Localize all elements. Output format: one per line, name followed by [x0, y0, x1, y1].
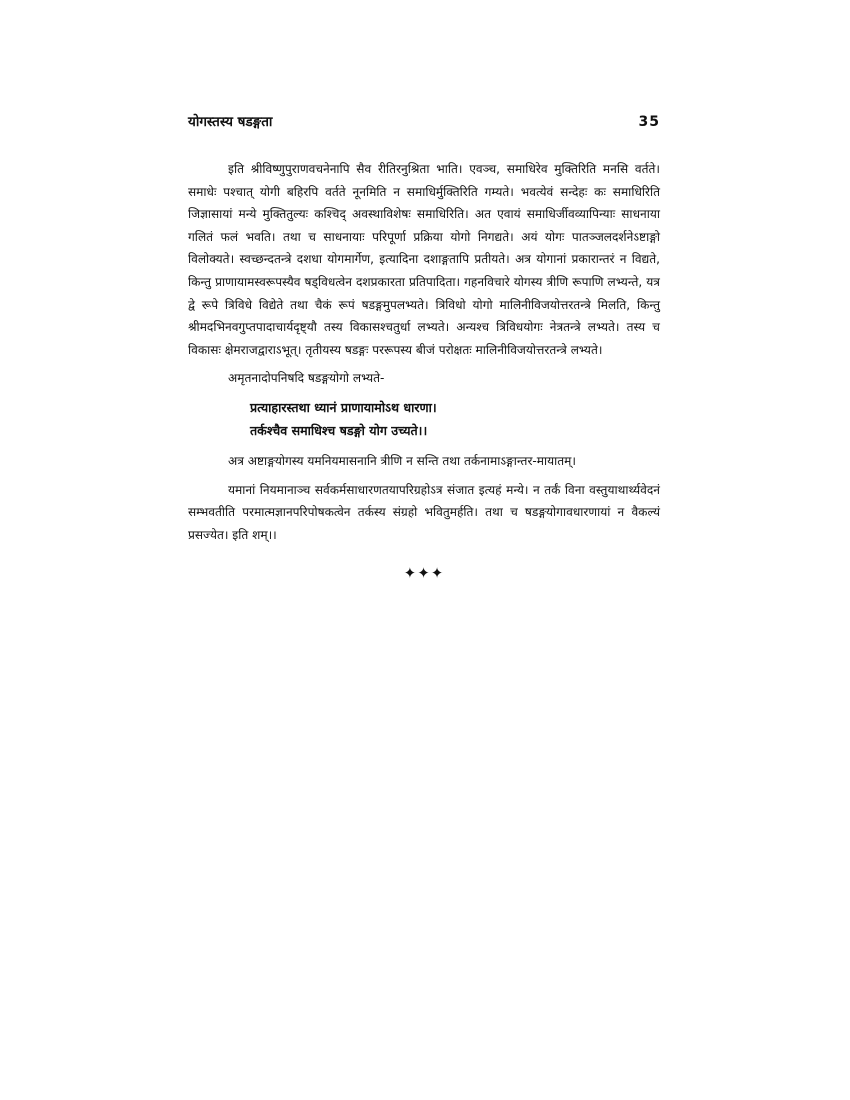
- verse-line-2: तर्कश्चैव समाधिश्च षडङ्गो योग उच्यते।।: [250, 422, 428, 438]
- verse-line-1: प्रत्याहारस्तथा ध्यानं प्राणायामोऽथ धारणा।: [250, 399, 437, 415]
- running-head: योगस्तस्य षडङ्गता: [188, 114, 273, 130]
- page-number: 35: [638, 114, 660, 130]
- paragraph-2: अमृतनादोपनिषदि षडङ्गयोगो लभ्यते-: [228, 371, 385, 386]
- verse-block: [188, 396, 660, 442]
- paragraph-3: अत्र अष्टाङ्गयोगस्य यमनियमासनानि त्रीणि न सन्ति तथा तर्कनामाऽङ्गान्तर-मायातम्।: [228, 453, 576, 468]
- section-end-ornament: ✦✦✦: [403, 564, 445, 583]
- page-header: [188, 112, 660, 138]
- paragraph-4: यमानां नियमानाञ्च सर्वकर्मसाधारणतयापरिग्रहोऽत्र संजात इत्यहं मन्ये। न तर्कं विना वस्तुयाथार्थ्यवेदनं सम्भवतीति परमात्मज्ञानपरिपोषकत्वेन तर्कस्य संग्रहो भवितुमर्हति। तथा च षडङ्गयोगावधारणायां न वैकल्यं प्रसज्येत। इति शम्।।: [188, 482, 660, 542]
- paragraph-1: इति श्रीविष्णुपुराणवचनेनापि सैव रीतिरनुश्रिता भाति। एवञ्च, समाधिरेव मुक्तिरिति मनसि वर्तते। समाधेः पश्चात् योगी बहिरपि वर्तते नूनमिति न समाधिर्मुक्तिरिति गम्यते। भवत्येवं सन्देहः कः समाधिरिति जिज्ञासायां मन्ये मुक्तितुल्यः कश्चिद् अवस्थाविशेषः समाधिरिति। अत एवायं समाधिर्जीवव्यापिन्याः साधनाया गलितं फलं भवति। तथा च साधनायाः परिपूर्णा प्रक्रिया योगो निगद्यते। अयं योगः पातञ्जलदर्शनेऽष्टाङ्गो विलोक्यते। स्वच्छन्दतन्त्रे दशधा योगमार्गेण, इत्यादिना दशाङ्गतापि प्रतीयते। अत्र योगानां प्रकारान्तरं न विद्यते, किन्तु प्राणायामस्वरूपस्यैव षड्विधत्वेन दशप्रकारता प्रतिपादिता। गहनविचारे योगस्य त्रीणि रूपाणि लभ्यन्ते, यत्र द्वे रूपे त्रिविधे विद्येते तथा चैकं रूपं षडङ्गमुपलभ्यते। त्रिविधो योगो मालिनीविजयोत्तरतन्त्रे मिलति, किन्तु श्रीमदभिनवगुप्तपादाचार्यदृष्ट्यौ तस्य विकासश्चतुर्धा लभ्यते। अन्यश्च त्रिविधयोगः नेत्रतन्त्रे लभ्यते। तस्य च विकासः क्षेमराजद्वाराऽभूत्। तृतीयस्य षडङ्गः पररूपस्य बीजं परोक्षतः मालिनीविजयोत्तरतन्त्रे लभ्यते।: [188, 162, 660, 357]
- page-body: [188, 112, 660, 582]
